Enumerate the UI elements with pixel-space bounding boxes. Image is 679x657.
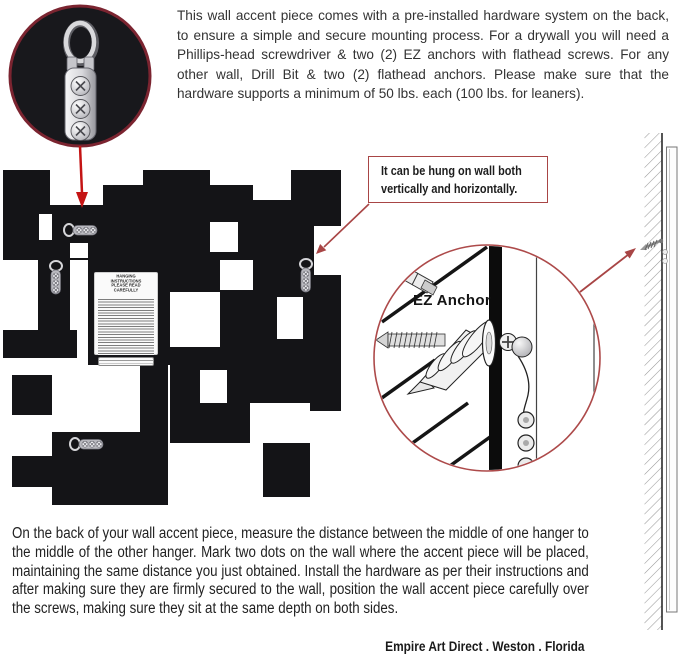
wall-cross-section [640, 133, 677, 630]
hanging-label-footer [98, 357, 154, 366]
ez-anchor-circle [372, 245, 636, 474]
leader-line [580, 254, 629, 292]
phillips-screw-icon [71, 77, 90, 141]
wall-art-back [3, 170, 341, 505]
hanging-label-line-2: PLEASE READ CAREFULLY [111, 283, 141, 293]
leader-line [80, 146, 82, 193]
hanging-instructions-label [94, 272, 158, 355]
callout-box [368, 156, 548, 203]
hanging-label-line-1: HANGING INSTRUCTIONS [110, 274, 142, 284]
ez-anchor-label: EZ Anchor [413, 292, 491, 309]
instructions-paragraph: On the back of your wall accent piece, measure the distance between the middle of one hanger to the middle of the other hanger. Mark two dots on the wall where the accent piece will be placed, maintaining the same distance you just obtained. Install the hardware as per their instructions and after making sure they are firmly secured to the wall, position the wall accent piece carefully over the screws, making sure they sit at the same depth on both sides. [12, 525, 589, 618]
hanging-label-fine-print [98, 299, 154, 355]
callout-line-1: It can be hung on wall both [381, 163, 522, 178]
callout-line-2: vertically and horizontally. [381, 180, 518, 196]
brand-line: Empire Art Direct . Weston . Florida [385, 639, 585, 654]
intro-paragraph: This wall accent piece comes with a pre-installed hardware system on the back, to ensure a simple and secure mounting process. For a drywall you will need a Phillips-head screwdriver & two (2) EZ anchors with flathead screws. For any other wall, Drill Bit & two (2) flathead anchors. Please make sure that the hardware supports a minimum of 50 lbs. each (100 lbs. for leaners). [177, 8, 669, 101]
hanging-label-title [103, 275, 149, 293]
